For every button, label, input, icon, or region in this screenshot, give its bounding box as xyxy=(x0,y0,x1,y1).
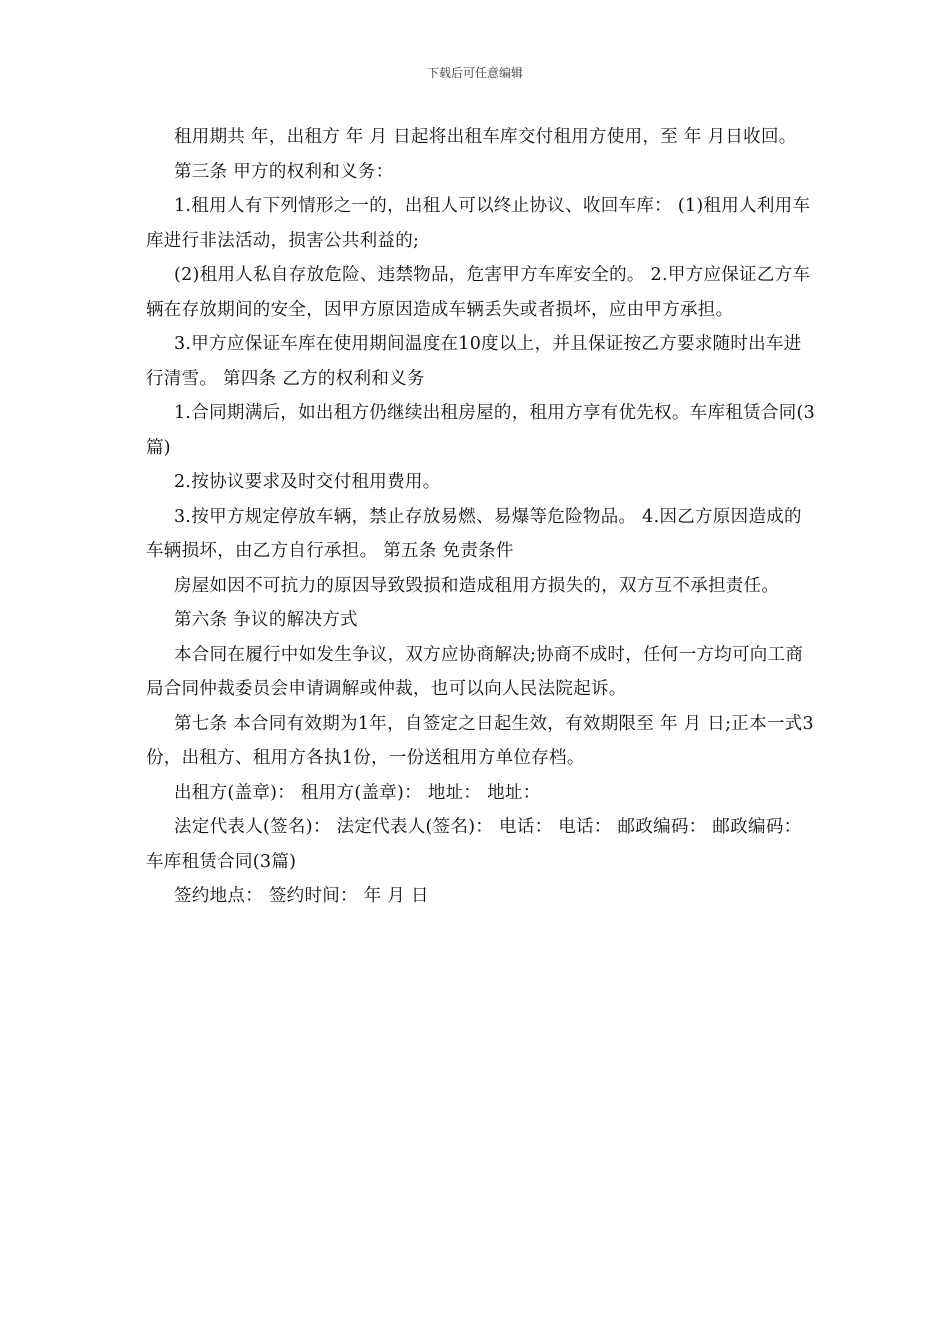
paragraph-article-3-item-1: 1.租用人有下列情形之一的，出租人可以终止协议、收回车库： (1)租用人利用车库进行非法活动，损害公共利益的; xyxy=(146,196,811,251)
paragraph-article-5-body: 房屋如因不可抗力的原因导致毁损和造成租用方损失的，双方互不承担责任。 xyxy=(174,575,780,596)
paragraph-article-4-item-1: 1.合同期满后，如出租方仍继续出租房屋的，租用方享有优先权。车库租赁合同(3篇) xyxy=(146,403,816,458)
paragraph-signatures-contact: 法定代表人(签名)： 法定代表人(签名)： 电话： 电话： 邮政编码： 邮政编码：车库租赁合同(3篇) xyxy=(146,817,802,872)
paragraph-signatures-seal: 出租方(盖章)： 租用方(盖章)： 地址： 地址： xyxy=(174,782,541,803)
paragraph-article-6-title: 第六条 争议的解决方式 xyxy=(174,610,358,630)
paragraph-article-3-item-3: 3.甲方应保证车库在使用期间温度在10度以上，并且保证按乙方要求随时出车进行清雪。 第四条 乙方的权利和义务 xyxy=(146,334,802,389)
paragraph-article-4-item-2: 2.按协议要求及时交付租用费用。 xyxy=(174,472,441,492)
paragraph-article-6-body: 本合同在履行中如发生争议，双方应协商解决;协商不成时，任何一方均可向工商局合同仲裁委员会申请调解或仲裁，也可以向人民法院起诉。 xyxy=(146,644,804,699)
paragraph-article-3-title: 第三条 甲方的权利和义务： xyxy=(174,161,394,182)
paragraph-article-3-item-2: (2)租用人私自存放危险、违禁物品，危害甲方车库安全的。 2.甲方应保证乙方车辆在存放期间的安全，因甲方原因造成车辆丢失或者损坏，应由甲方承担。 xyxy=(146,265,811,320)
page-header-note: 下载后可任意编辑 xyxy=(426,66,523,80)
paragraph-article-4-item-3: 3.按甲方规定停放车辆，禁止存放易燃、易爆等危险物品。 4.因乙方原因造成的车辆损坏，由乙方自行承担。 第五条 免责条件 xyxy=(146,506,802,561)
paragraph-signing-place-time: 签约地点： 签约时间： 年 月 日 xyxy=(174,886,429,906)
contract-body xyxy=(146,120,818,914)
paragraph-lease-term: 租用期共 年，出租方 年 月 日起将出租车库交付租用方使用，至 年 月日收回。 xyxy=(174,127,797,147)
paragraph-article-7: 第七条 本合同有效期为1年，自签定之日起生效，有效期限至 年 月 日;正本一式3份，出租方、租用方各执1份，一份送租用方单位存档。 xyxy=(146,713,814,768)
